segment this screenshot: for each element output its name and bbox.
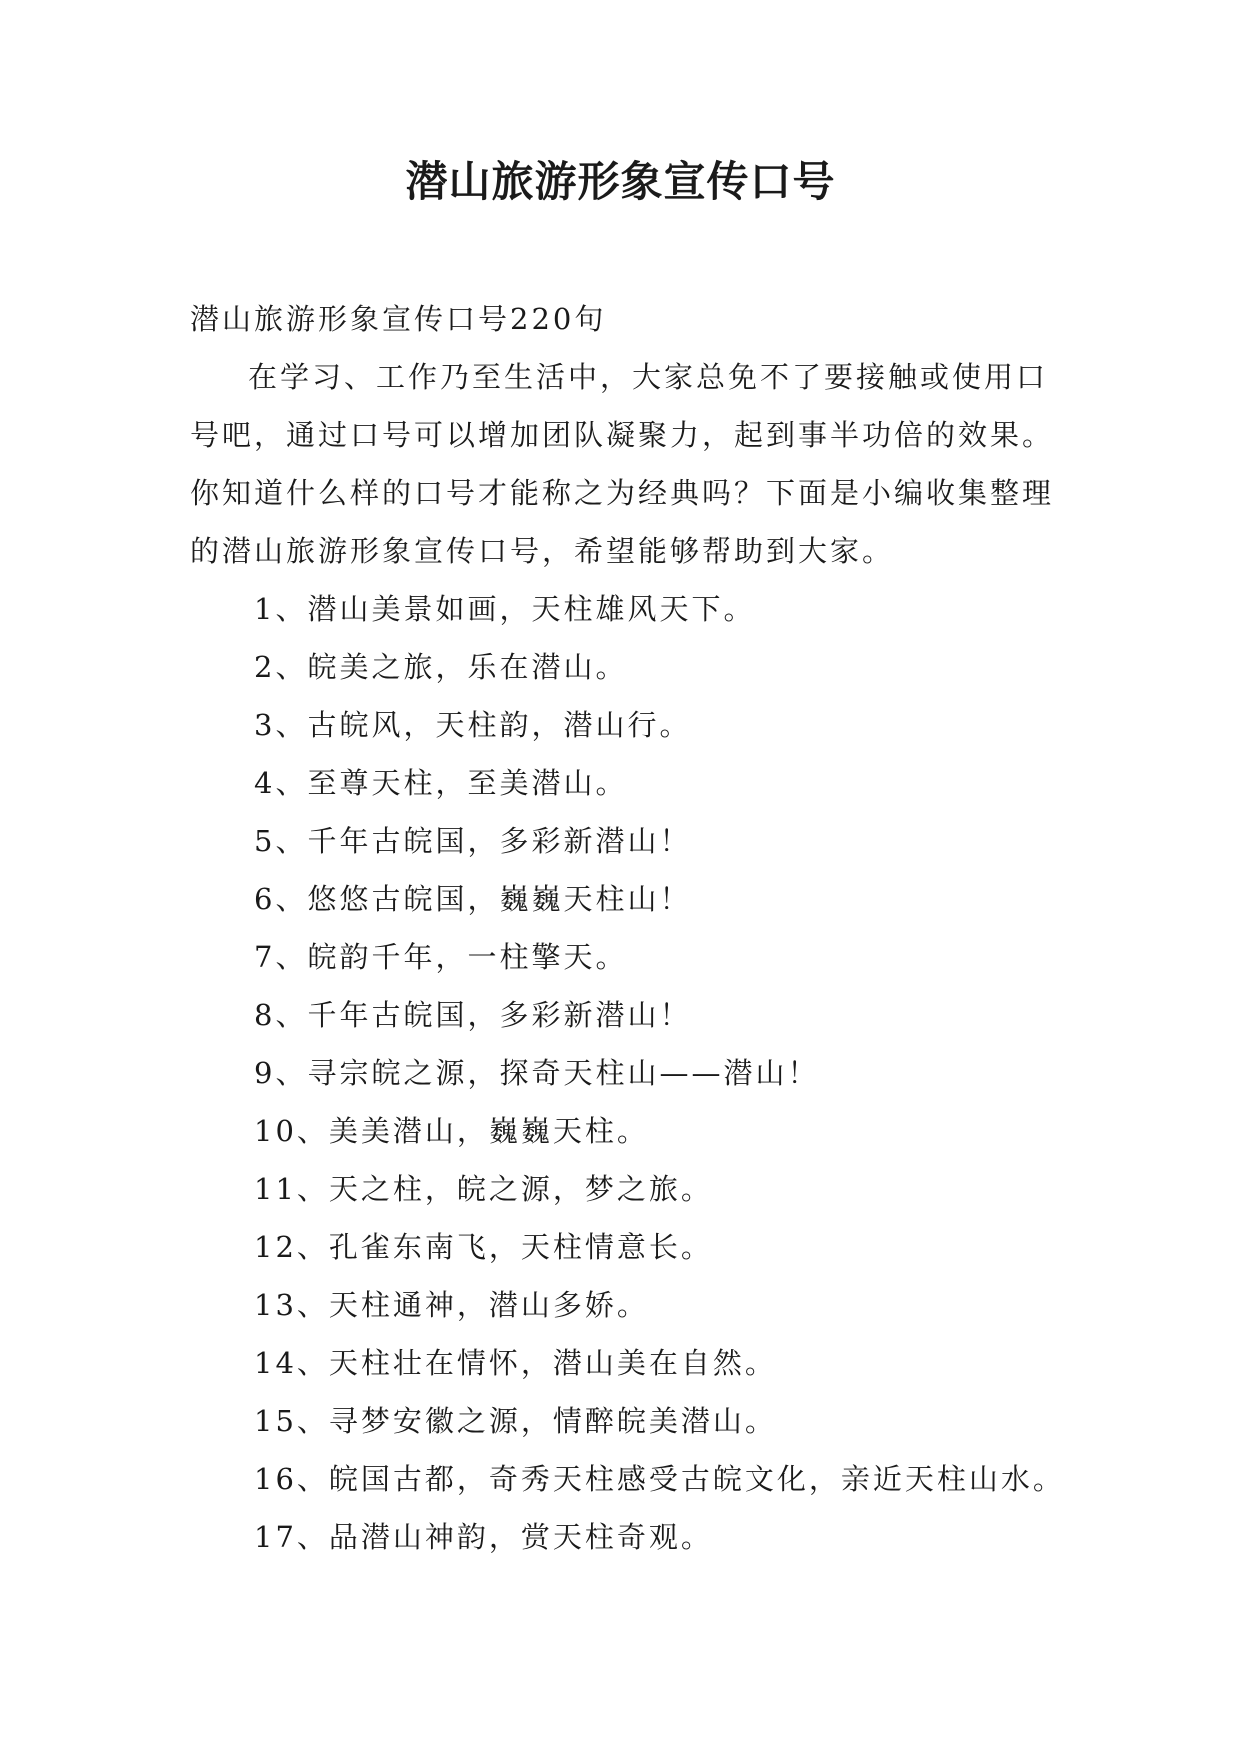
list-item: 4、至尊天柱，至美潜山。 xyxy=(254,766,628,800)
list-item: 3、古皖风，天柱韵，潜山行。 xyxy=(254,708,692,742)
list-item: 13、天柱通神，潜山多娇。 xyxy=(254,1288,649,1322)
list-item: 17、品潜山神韵，赏天柱奇观。 xyxy=(254,1520,713,1554)
list-item: 7、皖韵千年，一柱擎天。 xyxy=(254,940,628,974)
list-item: 12、孔雀东南飞，天柱情意长。 xyxy=(254,1230,713,1264)
document-body xyxy=(190,290,1070,1566)
list-item: 8、千年古皖国，多彩新潜山！ xyxy=(254,998,692,1032)
intro-paragraph: 在学习、工作乃至生活中，大家总免不了要接触或使用口号吧，通过口号可以增加团队凝聚力，起到事半功倍的效果。你知道什么样的口号才能称之为经典吗？下面是小编收集整理的潜山旅游形象宣传口号，希望能够帮助到大家。 xyxy=(190,360,1055,568)
list-item: 15、寻梦安徽之源，情醉皖美潜山。 xyxy=(254,1404,777,1438)
list-item: 16、皖国古都，奇秀天柱感受古皖文化，亲近天柱山水。 xyxy=(254,1462,1065,1496)
document-subtitle: 潜山旅游形象宣传口号220句 xyxy=(190,302,607,336)
list-item: 9、寻宗皖之源，探奇天柱山——潜山！ xyxy=(254,1056,820,1090)
list-item: 14、天柱壮在情怀，潜山美在自然。 xyxy=(254,1346,777,1380)
list-item: 5、千年古皖国，多彩新潜山！ xyxy=(254,824,692,858)
list-item: 10、美美潜山，巍巍天柱。 xyxy=(254,1114,649,1148)
list-item: 1、潜山美景如画，天柱雄风天下。 xyxy=(254,592,756,626)
list-item: 11、天之柱，皖之源，梦之旅。 xyxy=(254,1172,713,1206)
document-title: 潜山旅游形象宣传口号 xyxy=(405,157,836,206)
list-item: 2、皖美之旅，乐在潜山。 xyxy=(254,650,628,684)
list-item: 6、悠悠古皖国，巍巍天柱山！ xyxy=(254,882,692,916)
